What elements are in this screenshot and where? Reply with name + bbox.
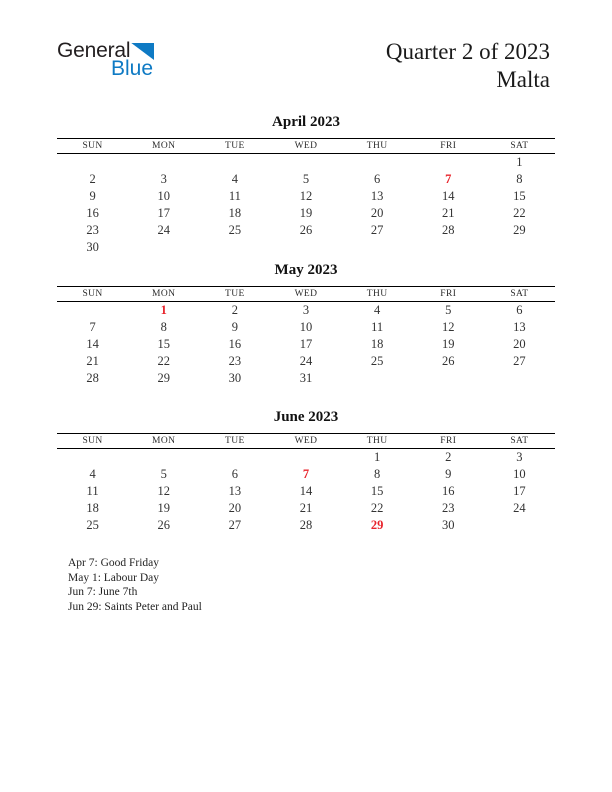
day-cell: 6: [374, 172, 381, 186]
week-row: [57, 483, 555, 500]
week-row: [57, 336, 555, 353]
holiday-footnote: Jun 29: Saints Peter and Paul: [68, 601, 202, 614]
weekday-label: FRI: [440, 289, 457, 299]
day-cell: 11: [371, 320, 384, 334]
weekday-label: TUE: [225, 141, 245, 151]
day-cell: 30: [86, 240, 99, 254]
day-cell: 9: [445, 467, 452, 481]
day-cell: 12: [157, 484, 170, 498]
day-cell: 4: [231, 172, 238, 186]
day-cell: 11: [86, 484, 99, 498]
week-row: [57, 319, 555, 336]
day-cell: 28: [442, 223, 455, 237]
empty-day-cell: [342, 370, 413, 388]
weekday-label: WED: [294, 289, 318, 299]
logo-text-general: General: [57, 39, 131, 62]
week-row: [57, 302, 555, 319]
month-calendar: [57, 112, 555, 256]
day-cell: 6: [516, 303, 523, 317]
day-cell: 25: [370, 354, 384, 368]
month-calendar: [57, 407, 555, 534]
week-row: [57, 205, 555, 222]
day-cell: 30: [228, 371, 242, 385]
empty-day-cell: [128, 154, 199, 172]
empty-day-cell: [57, 302, 128, 320]
day-cell: 23: [442, 501, 455, 515]
empty-day-cell: [413, 154, 484, 172]
day-cell: 15: [513, 189, 526, 203]
empty-day-cell: [57, 449, 128, 467]
day-cell: 29: [513, 223, 526, 237]
month-calendar: [57, 260, 555, 387]
day-cell: 16: [442, 484, 455, 498]
weekday-header-row: [57, 286, 555, 302]
day-cell: 24: [299, 354, 313, 368]
holiday-day-cell: 7: [302, 467, 310, 481]
weekday-label: THU: [366, 289, 388, 299]
holiday-day-cell: 29: [370, 518, 384, 532]
day-cell: 10: [299, 320, 313, 334]
day-cell: 26: [157, 518, 170, 532]
holiday-footnotes: [68, 556, 202, 615]
week-row: [57, 353, 555, 370]
weekday-label: FRI: [440, 141, 457, 151]
month-title: June 2023: [273, 409, 339, 425]
day-cell: 9: [89, 189, 96, 203]
empty-day-cell: [270, 239, 341, 257]
day-cell: 20: [228, 501, 242, 515]
day-cell: 11: [228, 189, 241, 203]
day-cell: 15: [157, 337, 170, 351]
week-row: [57, 188, 555, 205]
day-cell: 7: [89, 320, 96, 334]
day-cell: 28: [86, 371, 99, 385]
weeks: [57, 154, 555, 256]
weekday-label: MON: [152, 436, 176, 446]
weekday-label: SUN: [82, 436, 103, 446]
empty-day-cell: [270, 449, 341, 467]
day-cell: 20: [370, 206, 384, 220]
day-cell: 23: [86, 223, 99, 237]
title-quarter: Quarter 2 of 2023: [385, 39, 550, 64]
day-cell: 17: [157, 206, 170, 220]
day-cell: 18: [370, 337, 384, 351]
day-cell: 19: [299, 206, 313, 220]
empty-day-cell: [342, 154, 413, 172]
day-cell: 24: [513, 501, 526, 515]
day-cell: 2: [231, 303, 238, 317]
day-cell: 29: [157, 371, 170, 385]
day-cell: 27: [228, 518, 242, 532]
week-row: [57, 154, 555, 171]
empty-day-cell: [57, 154, 128, 172]
week-row: [57, 370, 555, 387]
holiday-footnote: Jun 7: June 7th: [68, 586, 138, 599]
empty-day-cell: [270, 154, 341, 172]
day-cell: 31: [299, 371, 313, 385]
day-cell: 16: [228, 337, 242, 351]
weekday-header-row: [57, 433, 555, 449]
day-cell: 10: [157, 189, 170, 203]
day-cell: 27: [370, 223, 384, 237]
months-container: [57, 0, 555, 792]
weekday-label: SUN: [82, 289, 103, 299]
day-cell: 25: [86, 518, 99, 532]
day-cell: 17: [299, 337, 313, 351]
holiday-day-cell: 7: [445, 172, 452, 186]
day-cell: 1: [516, 155, 523, 169]
day-cell: 4: [89, 467, 96, 481]
day-cell: 10: [513, 467, 526, 481]
empty-day-cell: [199, 449, 270, 467]
day-cell: 5: [160, 467, 167, 481]
day-cell: 26: [442, 354, 455, 368]
day-cell: 21: [442, 206, 455, 220]
week-row: [57, 517, 555, 534]
weekday-label: TUE: [225, 289, 245, 299]
weekday-label: SUN: [82, 141, 103, 151]
day-cell: 13: [228, 484, 242, 498]
empty-day-cell: [413, 370, 484, 388]
title-location: Malta: [496, 66, 550, 92]
day-cell: 21: [299, 501, 313, 515]
weekday-label: THU: [366, 436, 388, 446]
week-row: [57, 171, 555, 188]
day-cell: 15: [370, 484, 384, 498]
day-cell: 14: [86, 337, 99, 351]
day-cell: 3: [516, 450, 523, 464]
empty-day-cell: [484, 517, 555, 535]
day-cell: 2: [445, 450, 452, 464]
week-row: [57, 222, 555, 239]
day-cell: 16: [86, 206, 99, 220]
day-cell: 24: [157, 223, 170, 237]
empty-day-cell: [484, 239, 555, 257]
day-cell: 9: [231, 320, 238, 334]
day-cell: 8: [516, 172, 523, 186]
weekday-label: TUE: [225, 436, 245, 446]
day-cell: 19: [442, 337, 455, 351]
weekday-label: WED: [294, 436, 318, 446]
day-cell: 13: [370, 189, 384, 203]
day-cell: 22: [370, 501, 384, 515]
week-row: [57, 500, 555, 517]
day-cell: 6: [231, 467, 238, 481]
day-cell: 8: [374, 467, 381, 481]
logo-text-blue: Blue: [110, 57, 153, 80]
weekday-label: MON: [152, 141, 176, 151]
day-cell: 18: [228, 206, 242, 220]
day-cell: 12: [299, 189, 313, 203]
day-cell: 20: [513, 337, 526, 351]
week-row: [57, 449, 555, 466]
empty-day-cell: [342, 239, 413, 257]
day-cell: 25: [228, 223, 242, 237]
holiday-footnote: Apr 7: Good Friday: [68, 557, 160, 569]
day-cell: 14: [299, 484, 313, 498]
month-title: April 2023: [272, 114, 340, 130]
day-cell: 17: [513, 484, 526, 498]
day-cell: 12: [442, 320, 455, 334]
weeks: [57, 302, 555, 387]
day-cell: 21: [86, 354, 99, 368]
day-cell: 23: [228, 354, 242, 368]
day-cell: 8: [160, 320, 167, 334]
weekday-label: WED: [294, 141, 318, 151]
empty-day-cell: [128, 449, 199, 467]
holiday-footnote: May 1: Labour Day: [68, 571, 160, 584]
day-cell: 30: [442, 518, 455, 532]
day-cell: 27: [513, 354, 526, 368]
day-cell: 22: [157, 354, 170, 368]
holiday-day-cell: 1: [160, 303, 167, 317]
day-cell: 13: [513, 320, 526, 334]
day-cell: 2: [89, 172, 96, 186]
empty-day-cell: [199, 154, 270, 172]
month-title: May 2023: [274, 262, 338, 278]
weekday-label: MON: [152, 289, 176, 299]
day-cell: 3: [302, 303, 310, 317]
day-cell: 26: [299, 223, 313, 237]
weekday-label: SAT: [510, 289, 529, 299]
weeks: [57, 449, 555, 534]
empty-day-cell: [128, 239, 199, 257]
day-cell: 22: [513, 206, 526, 220]
weekday-label: THU: [366, 141, 388, 151]
day-cell: 14: [442, 189, 455, 203]
day-cell: 18: [86, 501, 99, 515]
empty-day-cell: [199, 239, 270, 257]
weekday-label: FRI: [440, 436, 457, 446]
day-cell: 28: [299, 518, 313, 532]
weekday-header-row: [57, 138, 555, 154]
day-cell: 1: [374, 450, 381, 464]
day-cell: 5: [445, 303, 452, 317]
day-cell: 4: [374, 303, 381, 317]
weekday-label: SAT: [510, 436, 529, 446]
weekday-label: SAT: [510, 141, 529, 151]
week-row: [57, 466, 555, 483]
empty-day-cell: [413, 239, 484, 257]
empty-day-cell: [484, 370, 555, 388]
day-cell: 5: [302, 172, 310, 186]
day-cell: 3: [160, 172, 167, 186]
day-cell: 19: [157, 501, 170, 515]
week-row: [57, 239, 555, 256]
